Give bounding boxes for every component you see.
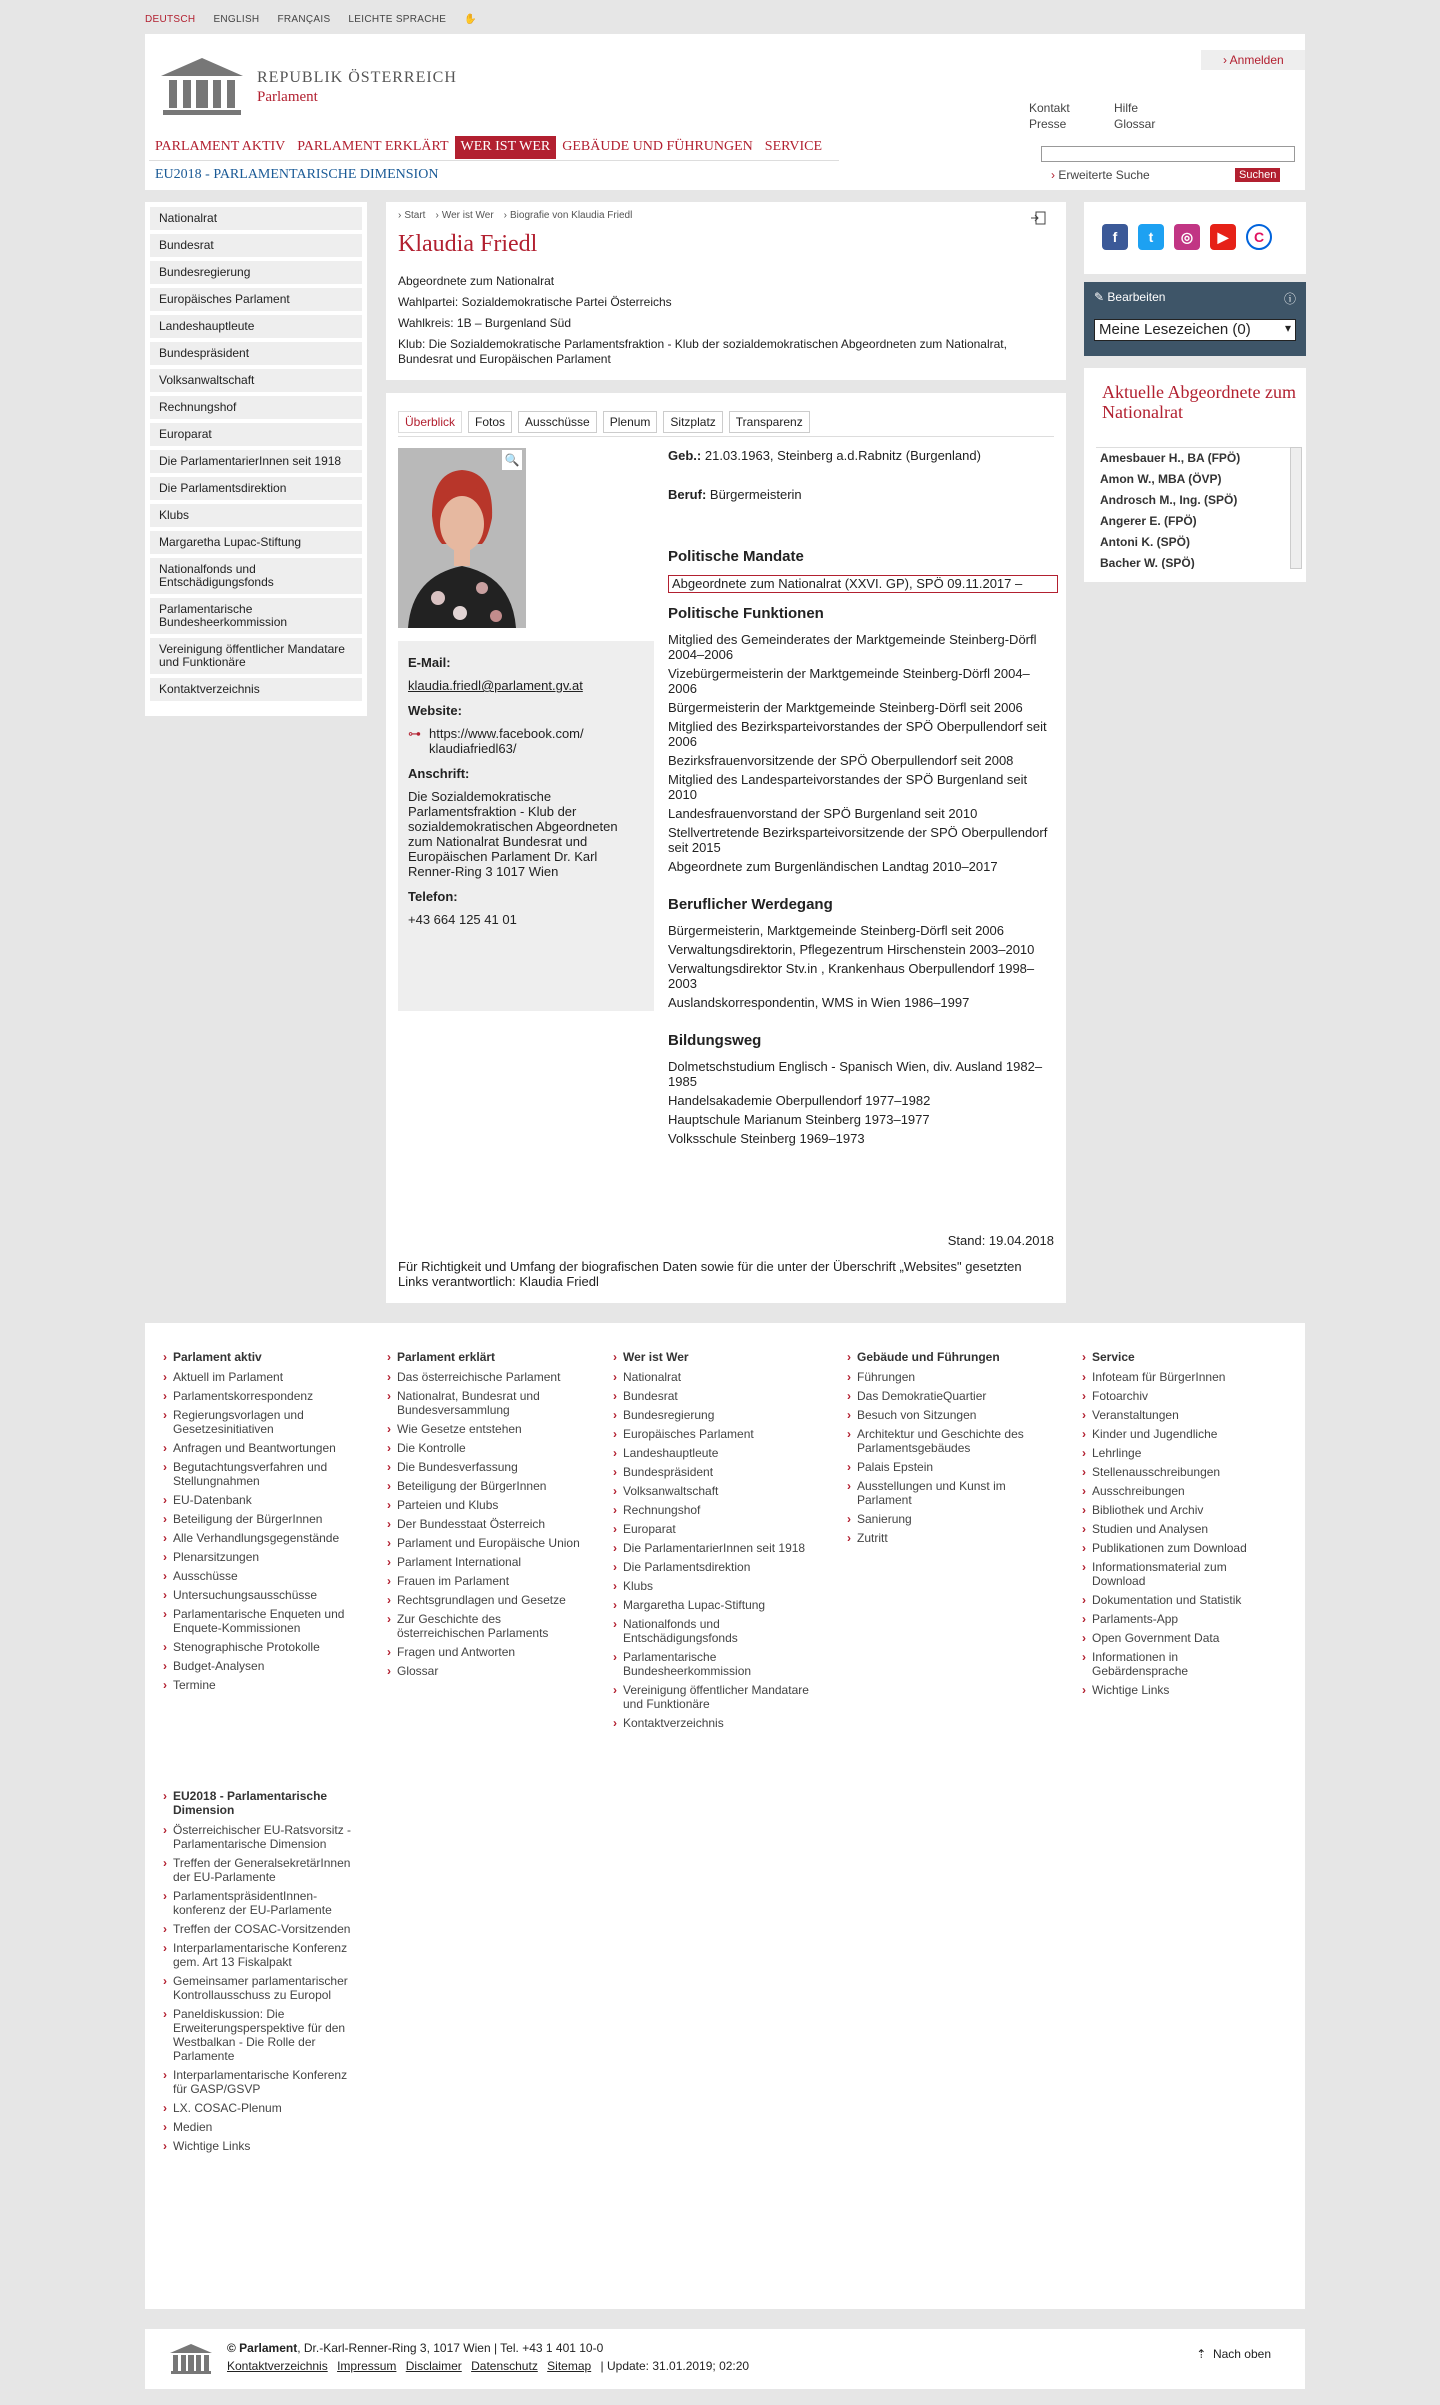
address-text: Die Sozialdemokratische Parlamentsfraktion - Klub der sozialdemokratischen Abgeordneten zum Nationalrat Bundesrat und Europäischen Parlament Dr. Karl Renner-Ring 3 1017 Wien <box>408 789 618 879</box>
sidebar-item[interactable]: Europäisches Parlament <box>150 288 362 311</box>
footer-link[interactable]: › Informationsmaterial zum Download <box>1092 1560 1272 1588</box>
footer-heading[interactable]: › Wer ist Wer <box>623 1350 813 1364</box>
nav-parlament-aktiv[interactable]: PARLAMENT AKTIV <box>155 139 286 154</box>
footer-link[interactable]: › Medien <box>173 2120 363 2134</box>
tab-plenum[interactable]: Plenum <box>603 411 658 433</box>
footer-link[interactable]: › Die ParlamentarierInnen seit 1918 <box>623 1541 813 1555</box>
education-item: Volksschule Steinberg 1969–1973 <box>668 1131 865 1146</box>
phone-text: +43 664 125 41 01 <box>408 912 517 927</box>
footer-link[interactable]: › Open Government Data <box>1092 1631 1272 1645</box>
function-item: Mitglied des Bezirksparteivorstandes der SPÖ Oberpullendorf seit 2006 <box>668 719 1047 749</box>
function-item: Mitglied des Gemeinderates der Marktgemeinde Steinberg-Dörfl 2004–2006 <box>668 632 1037 662</box>
email-label: E-Mail: <box>408 655 451 670</box>
footer-link[interactable]: › Parlamentarische Bundesheerkommission <box>623 1650 813 1678</box>
mandates-heading: Politische Mandate <box>668 548 804 565</box>
footer-link[interactable]: › Kontaktverzeichnis <box>623 1716 813 1730</box>
footer-link[interactable]: › Interparlamentarische Konferenz gem. Art 13 Fiskalpakt <box>173 1941 363 1969</box>
footer-link[interactable]: › Treffen der GeneralsekretärInnen der EU-Parlamente <box>173 1856 363 1884</box>
tab-fotos[interactable]: Fotos <box>468 411 512 433</box>
footer-link[interactable]: › Budget-Analysen <box>173 1659 363 1673</box>
footer-link-impressum[interactable]: Impressum <box>337 2359 397 2373</box>
instagram-icon[interactable]: ◎ <box>1174 224 1200 250</box>
current-members-panel <box>1084 368 1306 582</box>
footer-link[interactable]: › Bundesregierung <box>623 1408 813 1422</box>
footer-link[interactable]: › Österreichischer EU-Ratsvorsitz - Parlamentarische Dimension <box>173 1823 363 1851</box>
footer-link[interactable]: › Infoteam für BürgerInnen <box>1092 1370 1272 1384</box>
advanced-search-link[interactable]: › Erweiterte Suche <box>1051 168 1150 182</box>
footer-link[interactable]: › Untersuchungsausschüsse <box>173 1588 363 1602</box>
footer-col-parlament-erklaert <box>397 1350 587 1683</box>
footer-heading[interactable]: › Service <box>1092 1350 1272 1364</box>
footer-link[interactable]: › Wie Gesetze entstehen <box>397 1422 587 1436</box>
disclaimer-text: Für Richtigkeit und Umfang der biografischen Daten sowie für die unter der Überschrift „Websites" gesetzten Links verantwortlich: Klaudia Friedl <box>398 1259 1022 1289</box>
footer-link[interactable]: › Rechtsgrundlagen und Gesetze <box>397 1593 587 1607</box>
education-heading: Bildungsweg <box>668 1032 762 1049</box>
sidebar-item[interactable]: Parlamentarische Bundesheerkommission <box>150 598 362 634</box>
career-list <box>668 923 1058 1010</box>
footer-link[interactable]: › Margaretha Lupac-Stiftung <box>623 1598 813 1612</box>
sidebar-item[interactable]: Rechnungshof <box>150 396 362 419</box>
footer-link[interactable]: › Paneldiskussion: Die Erweiterungsperspektive für den Westbalkan - Die Rolle der Parlamente <box>173 2007 363 2063</box>
sidebar-item[interactable]: Die ParlamentarierInnen seit 1918 <box>150 450 362 473</box>
main-nav <box>149 136 828 159</box>
footer-link[interactable]: › Die Parlamentsdirektion <box>623 1560 813 1574</box>
footer-link[interactable]: › Informationen in Gebärdensprache <box>1092 1650 1272 1678</box>
functions-list <box>668 632 1058 874</box>
sidebar-item[interactable]: Nationalfonds und Entschädigungsfonds <box>150 558 362 594</box>
sign-language-icon[interactable]: ✋ <box>464 14 478 25</box>
career-item: Verwaltungsdirektorin, Pflegezentrum Hirschenstein 2003–2010 <box>668 942 1035 957</box>
footer-link[interactable]: › Veranstaltungen <box>1092 1408 1272 1422</box>
social-links <box>1084 202 1306 274</box>
facebook-icon[interactable]: f <box>1102 224 1128 250</box>
footer-link[interactable]: › Architektur und Geschichte des Parlamentsgebäudes <box>857 1427 1037 1455</box>
club-text: Klub: Die Sozialdemokratische Parlamentsfraktion - Klub der sozialdemokratischen Abgeordneten zum Nationalrat, Bundesrat und Europäischen Parlament <box>398 337 1007 366</box>
job-value: Bürgermeisterin <box>709 487 802 502</box>
site-logo[interactable] <box>159 56 457 118</box>
footer-heading[interactable]: › Gebäude und Führungen <box>857 1350 1037 1364</box>
function-item: Landesfrauenvorstand der SPÖ Burgenland seit 2010 <box>668 806 978 821</box>
edit-icon: ✎ <box>1094 290 1105 304</box>
flickr-icon[interactable]: C <box>1246 224 1272 250</box>
footer-link[interactable]: › Parteien und Klubs <box>397 1498 587 1512</box>
footer-link[interactable]: › Regierungsvorlagen und Gesetzesinitiativen <box>173 1408 363 1436</box>
member-item[interactable]: Amon W., MBA (ÖVP) <box>1100 472 1222 486</box>
footer-link[interactable]: › Plenarsitzungen <box>173 1550 363 1564</box>
tab-sitzplatz[interactable]: Sitzplatz <box>663 411 722 433</box>
breadcrumb-start[interactable]: › Start <box>398 210 425 221</box>
language-bar <box>145 14 477 28</box>
footer-link[interactable]: › Fragen und Antworten <box>397 1645 587 1659</box>
help-link[interactable]: Hilfe <box>1114 101 1139 115</box>
parliament-logo-icon <box>159 56 245 118</box>
footer-link[interactable]: › Nationalrat, Bundesrat und Bundesversammlung <box>397 1389 587 1417</box>
district-text: Wahlkreis: 1B – Burgenland Süd <box>398 316 571 330</box>
left-sidebar <box>145 202 367 716</box>
footer-link[interactable]: › Klubs <box>623 1579 813 1593</box>
parliament-logo-icon <box>169 2343 213 2375</box>
last-updated: Stand: 19.04.2018 <box>947 1233 1054 1248</box>
footer-link[interactable]: › ParlamentspräsidentInnen-konferenz der EU-Parlamente <box>173 1889 363 1917</box>
birth-value: 21.03.1963, Steinberg a.d.Rabnitz (Burgenland) <box>704 448 981 463</box>
tab-bar <box>398 403 1054 437</box>
tab-ueberblick[interactable]: Überblick <box>398 411 462 433</box>
lang-de[interactable]: DEUTSCH <box>145 14 196 25</box>
footer-link[interactable]: › Das österreichische Parlament <box>397 1370 587 1384</box>
address-line: , Dr.-Karl-Renner-Ring 3, 1017 Wien | Tel. +43 1 401 10-0 <box>297 2341 604 2355</box>
footer-link[interactable]: › Ausschreibungen <box>1092 1484 1272 1498</box>
sidebar-item[interactable]: Volksanwaltschaft <box>150 369 362 392</box>
footer-link[interactable]: › Stellenausschreibungen <box>1092 1465 1272 1479</box>
tab-ausschuesse[interactable]: Ausschüsse <box>518 411 597 433</box>
sidebar-nav <box>150 207 362 701</box>
footer-link[interactable]: › Parlamentarische Enqueten und Enquete-Kommissionen <box>173 1607 363 1635</box>
member-item[interactable]: Amesbauer H., BA (FPÖ) <box>1100 451 1241 465</box>
footer-link-datenschutz[interactable]: Datenschutz <box>471 2359 538 2373</box>
tab-transparenz[interactable]: Transparenz <box>729 411 810 433</box>
footer-link[interactable]: › Nationalfonds und Entschädigungsfonds <box>623 1617 813 1645</box>
member-item[interactable]: Androsch M., Ing. (SPÖ) <box>1100 493 1238 507</box>
footer-link[interactable]: › Dokumentation und Statistik <box>1092 1593 1272 1607</box>
footer-link[interactable]: › Besuch von Sitzungen <box>857 1408 1037 1422</box>
sidebar-item[interactable]: Europarat <box>150 423 362 446</box>
website-link[interactable]: https://www.facebook.com/ klaudiafriedl63/ <box>429 726 584 756</box>
update-text: | Update: 31.01.2019; 02:20 <box>600 2359 750 2373</box>
breadcrumb <box>398 210 1054 221</box>
footer-link[interactable]: › Parlamentskorrespondenz <box>173 1389 363 1403</box>
footer-col-gebaeude <box>857 1350 1037 1550</box>
site-header <box>145 34 1305 190</box>
footer-link[interactable]: › Termine <box>173 1678 363 1692</box>
footer-link[interactable]: › Interparlamentarische Konferenz für GASP/GSVP <box>173 2068 363 2096</box>
bookmarks-panel <box>1084 282 1306 356</box>
sidebar-item[interactable]: Bundesrat <box>150 234 362 257</box>
members-heading: Aktuelle Abgeordnete zum Nationalrat <box>1102 382 1296 422</box>
search-button[interactable]: Suchen <box>1235 168 1280 182</box>
lang-easy[interactable]: LEICHTE SPRACHE <box>348 14 447 25</box>
member-item[interactable]: Angerer E. (FPÖ) <box>1100 514 1197 528</box>
footer-link[interactable]: › Sanierung <box>857 1512 1037 1526</box>
footer-link[interactable]: › Rechnungshof <box>623 1503 813 1517</box>
sidebar-item[interactable]: Klubs <box>150 504 362 527</box>
footer-link[interactable]: › Europäisches Parlament <box>623 1427 813 1441</box>
career-item: Verwaltungsdirektor Stv.in , Krankenhaus Oberpullendorf 1998–2003 <box>668 961 1035 991</box>
footer-link[interactable]: › Ausschüsse <box>173 1569 363 1583</box>
education-item: Handelsakademie Oberpullendorf 1977–1982 <box>668 1093 931 1108</box>
members-scrollbar[interactable] <box>1290 447 1302 569</box>
function-item: Bürgermeisterin der Marktgemeinde Steinberg-Dörfl seit 2006 <box>668 700 1023 715</box>
footer-link[interactable]: › Das DemokratieQuartier <box>857 1389 1037 1403</box>
footer-link[interactable]: › Publikationen zum Download <box>1092 1541 1272 1555</box>
footer-link[interactable]: › Begutachtungsverfahren und Stellungnahmen <box>173 1460 363 1488</box>
twitter-icon[interactable]: t <box>1138 224 1164 250</box>
footer-link[interactable]: › Beteiligung der BürgerInnen <box>173 1512 363 1526</box>
footer-heading[interactable]: › Parlament erklärt <box>397 1350 587 1364</box>
footer-link[interactable]: › Bundesrat <box>623 1389 813 1403</box>
education-list <box>668 1059 1058 1146</box>
role-text: Abgeordnete zum Nationalrat <box>398 274 555 288</box>
external-link-icon: ⊶ <box>408 726 421 741</box>
footer-link[interactable]: › Glossar <box>397 1664 587 1678</box>
footer-heading[interactable]: › Parlament aktiv <box>173 1350 363 1364</box>
footer-link[interactable]: › Die Kontrolle <box>397 1441 587 1455</box>
footer-link[interactable]: › Parlament International <box>397 1555 587 1569</box>
sidebar-item[interactable]: Bundespräsident <box>150 342 362 365</box>
footer-col-service <box>1092 1350 1272 1702</box>
mandate-item: Abgeordnete zum Nationalrat (XXVI. GP), SPÖ 09.11.2017 – <box>668 575 1058 593</box>
footer-link[interactable]: › Alle Verhandlungsgegenstände <box>173 1531 363 1545</box>
glossary-link[interactable]: Glossar <box>1114 117 1156 131</box>
footer-col-parlament-aktiv <box>173 1350 363 1697</box>
sidebar-item[interactable]: Kontaktverzeichnis <box>150 678 362 701</box>
top-links <box>1029 101 1194 131</box>
zoom-icon[interactable]: 🔍 <box>502 450 522 470</box>
footer-link[interactable]: › Kinder und Jugendliche <box>1092 1427 1272 1441</box>
footer-sitemap <box>145 1323 1305 2309</box>
profile-header <box>386 202 1066 380</box>
sidebar-item[interactable]: Margaretha Lupac-Stiftung <box>150 531 362 554</box>
footer-col-wer-ist-wer <box>623 1350 813 1735</box>
sidebar-item[interactable]: Landeshauptleute <box>150 315 362 338</box>
nav-gebaeude[interactable]: GEBÄUDE UND FÜHRUNGEN <box>562 139 753 154</box>
youtube-icon[interactable]: ▶ <box>1210 224 1236 250</box>
footer-link[interactable]: › Der Bundesstaat Österreich <box>397 1517 587 1531</box>
back-to-top-link[interactable]: ⇡ Nach oben <box>1196 2347 1271 2361</box>
members-list <box>1096 447 1292 569</box>
member-item[interactable]: Bacher W. (SPÖ) <box>1100 556 1195 569</box>
footer-link[interactable]: › Stenographische Protokolle <box>173 1640 363 1654</box>
sidebar-item[interactable]: Nationalrat <box>150 207 362 230</box>
footer-link[interactable]: › Parlaments-App <box>1092 1612 1272 1626</box>
footer-link-sitemap[interactable]: Sitemap <box>547 2359 592 2373</box>
footer-link[interactable]: › Wichtige Links <box>1092 1683 1272 1697</box>
nav-parlament-erklaert[interactable]: PARLAMENT ERKLÄRT <box>297 139 449 154</box>
education-item: Hauptschule Marianum Steinberg 1973–1977 <box>668 1112 930 1127</box>
footer-link[interactable]: › Frauen im Parlament <box>397 1574 587 1588</box>
footer-col-eu2018 <box>173 1789 363 2158</box>
breadcrumb-wer-ist-wer[interactable]: › Wer ist Wer <box>435 210 493 221</box>
footer-link[interactable]: › Palais Epstein <box>857 1460 1037 1474</box>
bottom-bar <box>145 2329 1305 2389</box>
career-item: Auslandskorrespondentin, WMS in Wien 1986–1997 <box>668 995 970 1010</box>
bio-details <box>668 448 1058 1150</box>
footer-link[interactable]: › Aktuell im Parlament <box>173 1370 363 1384</box>
footer-link[interactable]: › Lehrlinge <box>1092 1446 1272 1460</box>
party-text: Wahlpartei: Sozialdemokratische Partei Österreichs <box>398 295 672 309</box>
function-item: Bezirksfrauenvorsitzende der SPÖ Oberpullendorf seit 2008 <box>668 753 1014 768</box>
arrow-up-icon: ⇡ <box>1196 2347 1207 2361</box>
info-icon[interactable]: ⓘ <box>1283 292 1296 306</box>
function-item: Mitglied des Landesparteivorstandes der SPÖ Burgenland seit 2010 <box>668 772 1028 802</box>
bookmarks-select[interactable]: Meine Lesezeichen (0) ▾ <box>1094 319 1296 341</box>
footer-link[interactable]: › Nationalrat <box>623 1370 813 1384</box>
logo-title: REPUBLIK ÖSTERREICH <box>257 68 457 86</box>
footer-link[interactable]: › Ausstellungen und Kunst im Parlament <box>857 1479 1037 1507</box>
footer-link[interactable]: › Zur Geschichte des österreichischen Parlaments <box>397 1612 587 1640</box>
function-item: Abgeordnete zum Burgenländischen Landtag 2010–2017 <box>668 859 998 874</box>
footer-link[interactable]: › Beteiligung der BürgerInnen <box>397 1479 587 1493</box>
email-link[interactable]: klaudia.friedl@parlament.gv.at <box>408 678 583 693</box>
footer-link[interactable]: › Bibliothek und Archiv <box>1092 1503 1272 1517</box>
function-item: Stellvertretende Bezirksparteivorsitzende der SPÖ Oberpullendorf seit 2015 <box>668 825 1048 855</box>
member-item[interactable]: Antoni K. (SPÖ) <box>1100 535 1190 549</box>
footer-link[interactable]: › LX. COSAC-Plenum <box>173 2101 363 2115</box>
edit-label[interactable]: Bearbeiten <box>1107 290 1166 304</box>
birth-label: Geb.: <box>668 448 702 463</box>
footer-link[interactable]: › Studien und Analysen <box>1092 1522 1272 1536</box>
nav-divider <box>149 160 839 161</box>
nav-wer-ist-wer[interactable]: WER IST WER <box>455 136 557 159</box>
footer-link[interactable]: › Führungen <box>857 1370 1037 1384</box>
job-label: Beruf: <box>668 487 707 502</box>
contact-box <box>398 641 654 1011</box>
footer-link[interactable]: › Volksanwaltschaft <box>623 1484 813 1498</box>
footer-link-disclaimer[interactable]: Disclaimer <box>405 2359 462 2373</box>
sidebar-item[interactable]: Bundesregierung <box>150 261 362 284</box>
lang-en[interactable]: ENGLISH <box>213 14 260 25</box>
function-item: Vizebürgermeisterin der Marktgemeinde Steinberg-Dörfl 2004–2006 <box>668 666 1030 696</box>
career-heading: Beruflicher Werdegang <box>668 896 833 913</box>
portrait-photo[interactable] <box>398 448 526 628</box>
functions-heading: Politische Funktionen <box>668 605 824 622</box>
footer-link[interactable]: › Die Bundesverfassung <box>397 1460 587 1474</box>
press-link[interactable]: Presse <box>1029 117 1067 131</box>
footer-link[interactable]: › Zutritt <box>857 1531 1037 1545</box>
logo-subtitle: Parlament <box>257 88 318 105</box>
login-button[interactable]: › Anmelden <box>1201 50 1305 70</box>
contact-link[interactable]: Kontakt <box>1029 101 1070 115</box>
footer-link[interactable]: › Vereinigung öffentlicher Mandatare und Funktionäre <box>623 1683 813 1711</box>
career-item: Bürgermeisterin, Marktgemeinde Steinberg-Dörfl seit 2006 <box>668 923 1004 938</box>
footer-link[interactable]: › Wichtige Links <box>173 2139 363 2153</box>
nav-eu2018[interactable]: EU2018 - PARLAMENTARISCHE DIMENSION <box>155 167 439 182</box>
footer-link[interactable]: › EU-Datenbank <box>173 1493 363 1507</box>
sidebar-item[interactable]: Die Parlamentsdirektion <box>150 477 362 500</box>
address-label: Anschrift: <box>408 766 470 781</box>
lang-fr[interactable]: FRANÇAIS <box>277 14 331 25</box>
biography-card <box>386 393 1066 1303</box>
search-input[interactable] <box>1041 146 1295 162</box>
footer-link[interactable]: › Fotoarchiv <box>1092 1389 1272 1403</box>
breadcrumb-current: › Biografie von Klaudia Friedl <box>504 210 633 221</box>
footer-link[interactable]: › Anfragen und Beantwortungen <box>173 1441 363 1455</box>
footer-link[interactable]: › Gemeinsamer parlamentarischer Kontrollausschuss zu Europol <box>173 1974 363 2002</box>
nav-service[interactable]: SERVICE <box>764 139 823 154</box>
sidebar-item[interactable]: Vereinigung öffentlicher Mandatare und Funktionäre <box>150 638 362 674</box>
phone-label: Telefon: <box>408 889 458 904</box>
website-label: Website: <box>408 703 462 718</box>
copyright-brand: © Parlament <box>227 2341 298 2355</box>
footer-link[interactable]: › Bundespräsident <box>623 1465 813 1479</box>
footer-link[interactable]: › Landeshauptleute <box>623 1446 813 1460</box>
page-title: Klaudia Friedl <box>398 231 538 257</box>
footer-link[interactable]: › Parlament und Europäische Union <box>397 1536 587 1550</box>
footer-link[interactable]: › Treffen der COSAC-Vorsitzenden <box>173 1922 363 1936</box>
footer-link[interactable]: › Europarat <box>623 1522 813 1536</box>
education-item: Dolmetschstudium Englisch - Spanisch Wien, div. Ausland 1982–1985 <box>668 1059 1043 1089</box>
footer-link-kontakt[interactable]: Kontaktverzeichnis <box>227 2359 328 2373</box>
footer-heading[interactable]: › EU2018 - Parlamentarische Dimension <box>173 1789 363 1817</box>
export-icon[interactable] <box>1030 210 1046 226</box>
